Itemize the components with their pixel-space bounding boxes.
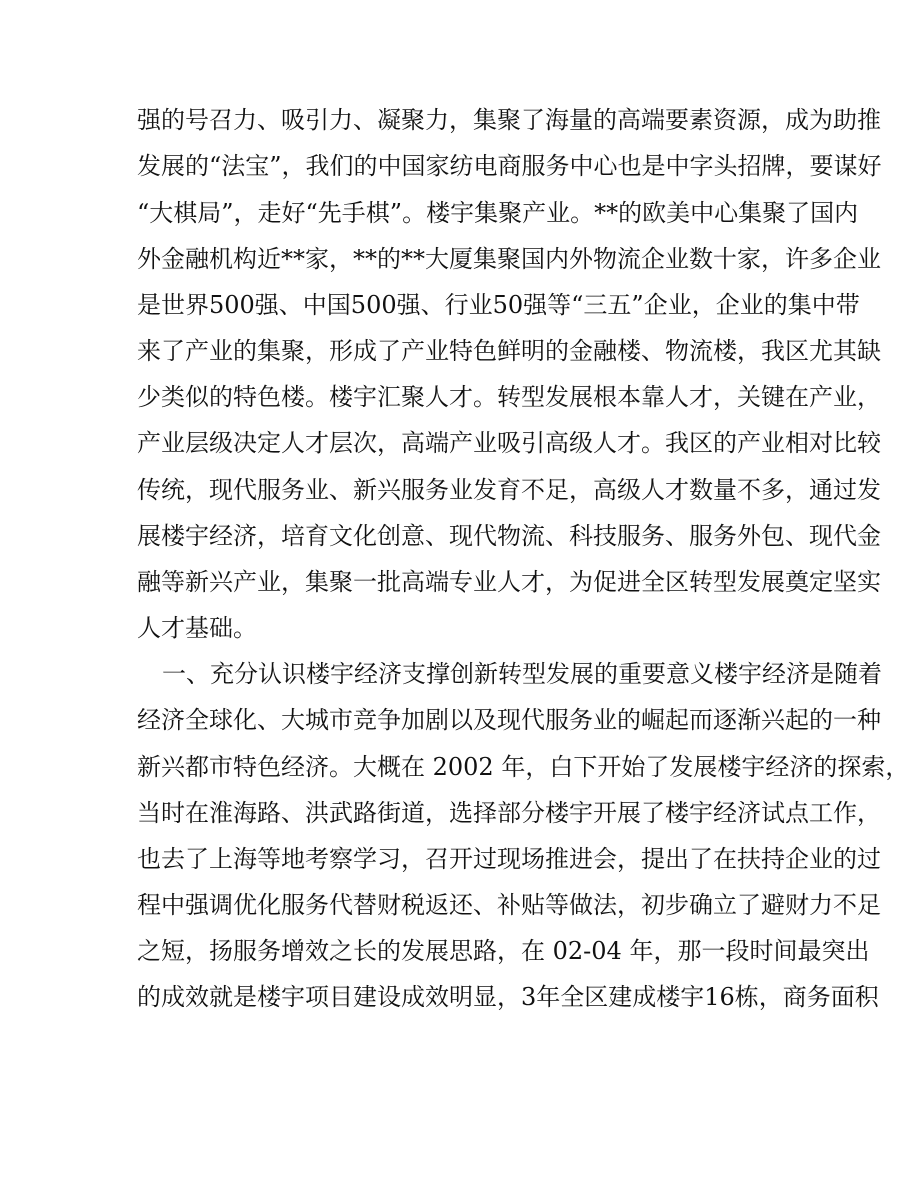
text-line: 是世界500强、中国500强、行业50强等“三五”企业，企业的集中带: [137, 291, 860, 319]
text-line: 一、充分认识楼宇经济支撑创新转型发展的重要意义楼宇经济是随着: [162, 660, 882, 688]
text-line: 也去了上海等地考察学习，召开过现场推进会，提出了在扶持企业的过: [137, 845, 881, 873]
text-line: 当时在淮海路、洪武路街道，选择部分楼宇开展了楼宇经济试点工作，: [137, 799, 881, 827]
text-line: 之短，扬服务增效之长的发展思路，在 02-04 年，那一段时间最突出: [137, 937, 870, 965]
text-line: 新兴都市特色经济。大概在 2002 年，白下开始了发展楼宇经济的探索，: [137, 753, 910, 781]
text-line: 经济全球化、大城市竞争加剧以及现代服务业的崛起而逐渐兴起的一种: [137, 706, 881, 734]
text-line: 少类似的特色楼。楼宇汇聚人才。转型发展根本靠人才，关键在产业，: [137, 383, 881, 411]
text-line: 展楼宇经济，培育文化创意、现代物流、科技服务、服务外包、现代金: [137, 522, 881, 550]
text-line: 外金融机构近**家，**的**大厦集聚国内外物流企业数十家，许多企业: [137, 245, 881, 273]
text-line: 程中强调优化服务代替财税返还、补贴等做法，初步确立了避财力不足: [137, 891, 881, 919]
text-line: 传统，现代服务业、新兴服务业发育不足，高级人才数量不多，通过发: [137, 476, 881, 504]
text-line: 来了产业的集聚，形成了产业特色鲜明的金融楼、物流楼，我区尤其缺: [137, 337, 881, 365]
text-line: 的成效就是楼宇项目建设成效明显，3年全区建成楼宇16栋，商务面积: [137, 983, 879, 1011]
text-line: 融等新兴产业，集聚一批高端专业人才，为促进全区转型发展奠定坚实: [137, 568, 881, 596]
text-line: 强的号召力、吸引力、凝聚力，集聚了海量的高端要素资源，成为助推: [137, 106, 881, 134]
text-line: 人才基础。: [137, 614, 257, 642]
text-line: 产业层级决定人才层次，高端产业吸引高级人才。我区的产业相对比较: [137, 429, 881, 457]
text-line: 发展的“法宝”，我们的中国家纺电商服务中心也是中字头招牌，要谋好: [137, 152, 882, 180]
text-line: “大棋局”，走好“先手棋”。楼宇集聚产业。**的欧美中心集聚了国内: [137, 199, 859, 227]
